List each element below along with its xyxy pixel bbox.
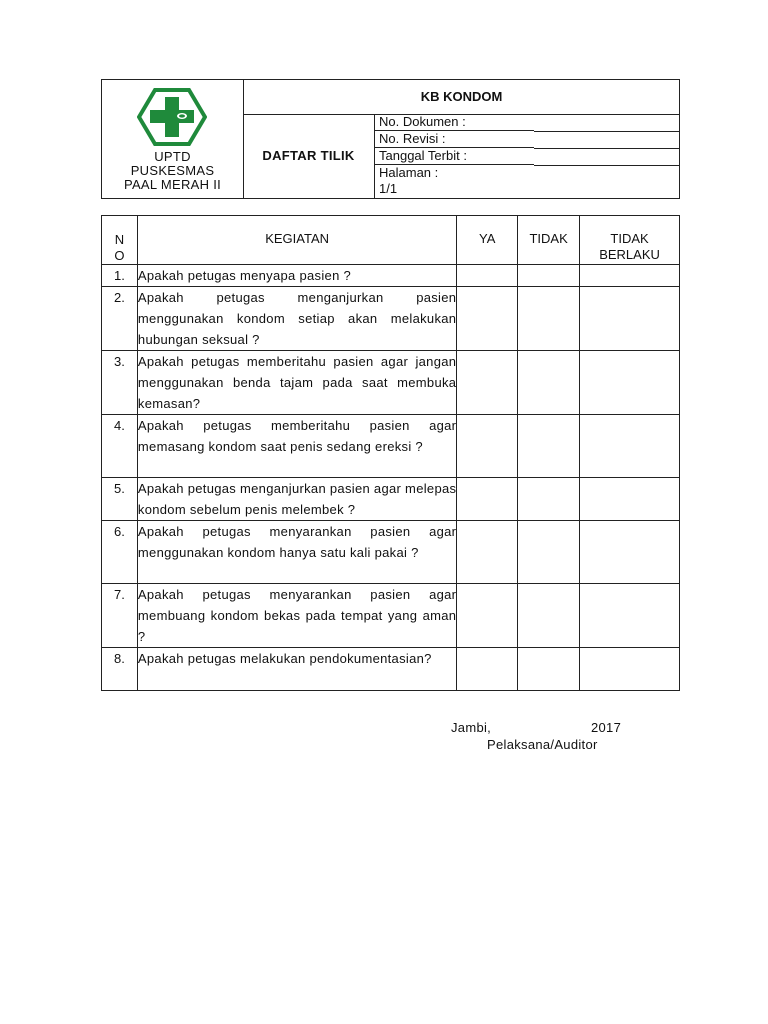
no-checkbox-cell[interactable] <box>518 478 580 521</box>
org-line-3: PAAL MERAH II <box>123 177 222 192</box>
table-header-row <box>102 216 680 265</box>
row-question: Apakah petugas melakukan pendokumentasian? <box>137 648 456 691</box>
no-checkbox-cell[interactable] <box>518 648 580 691</box>
no-checkbox-cell[interactable] <box>518 584 580 648</box>
table-row <box>102 521 680 584</box>
row-question: Apakah petugas memberitahu pasien agar jangan menggunakan benda tajam pada saat membuka kemasan? <box>137 351 456 415</box>
meta-page-label: Halaman : <box>379 165 439 180</box>
table-row <box>102 351 680 415</box>
meta-doc-number: No. Dokumen : <box>374 114 534 131</box>
document-header <box>101 79 680 199</box>
row-number: 8. <box>102 648 138 691</box>
row-number: 3. <box>102 351 138 415</box>
meta-revision: No. Revisi : <box>374 131 534 148</box>
no-checkbox-cell[interactable] <box>518 265 580 287</box>
row-question: Apakah petugas menyarankan pasien agar membuang kondom bekas pada tempat yang aman ? <box>137 584 456 648</box>
header-not-applicable: TIDAK BERLAKU <box>580 216 680 265</box>
document-meta <box>374 114 680 198</box>
document-type: DAFTAR TILIK <box>243 114 375 198</box>
table-row <box>102 265 680 287</box>
row-question: Apakah petugas menyarankan pasien agar menggunakan kondom hanya satu kali pakai ? <box>137 521 456 584</box>
meta-values <box>534 114 680 198</box>
meta-page-value: 1/1 <box>379 181 398 196</box>
organization-name <box>102 150 243 192</box>
na-checkbox-cell[interactable] <box>580 265 680 287</box>
puskesmas-logo-icon <box>137 88 207 146</box>
no-checkbox-cell[interactable] <box>518 351 580 415</box>
row-question: Apakah petugas memberitahu pasien agar memasang kondom saat penis sedang ereksi ? <box>137 415 456 478</box>
yes-checkbox-cell[interactable] <box>457 584 518 648</box>
no-checkbox-cell[interactable] <box>518 287 580 351</box>
row-number: 1. <box>102 265 138 287</box>
header-no: N O <box>102 216 138 265</box>
table-row <box>102 648 680 691</box>
yes-checkbox-cell[interactable] <box>457 265 518 287</box>
no-checkbox-cell[interactable] <box>518 415 580 478</box>
yes-checkbox-cell[interactable] <box>457 648 518 691</box>
yes-checkbox-cell[interactable] <box>457 351 518 415</box>
row-question: Apakah petugas menganjurkan pasien menggunakan kondom setiap akan melakukan hubungan seksual ? <box>137 287 456 351</box>
table-row <box>102 415 680 478</box>
table-row <box>102 478 680 521</box>
row-number: 5. <box>102 478 138 521</box>
signature-place: Jambi, <box>451 720 492 735</box>
org-line-1: UPTD <box>154 149 191 164</box>
na-checkbox-cell[interactable] <box>580 584 680 648</box>
na-checkbox-cell[interactable] <box>580 648 680 691</box>
logo-cell <box>102 80 244 198</box>
row-number: 2. <box>102 287 138 351</box>
org-line-2: PUSKESMAS <box>130 163 215 178</box>
meta-issue-date: Tanggal Terbit : <box>374 148 534 165</box>
row-number: 7. <box>102 584 138 648</box>
row-question: Apakah petugas menganjurkan pasien agar melepas kondom sebelum penis melembek ? <box>137 478 456 521</box>
no-checkbox-cell[interactable] <box>518 521 580 584</box>
na-checkbox-cell[interactable] <box>580 478 680 521</box>
signature-role: Pelaksana/Auditor <box>487 737 598 752</box>
row-number: 4. <box>102 415 138 478</box>
yes-checkbox-cell[interactable] <box>457 415 518 478</box>
na-checkbox-cell[interactable] <box>580 521 680 584</box>
table-row <box>102 584 680 648</box>
yes-checkbox-cell[interactable] <box>457 287 518 351</box>
signature-year: 2017 <box>591 720 622 735</box>
meta-page <box>374 165 534 198</box>
yes-checkbox-cell[interactable] <box>457 478 518 521</box>
document-title: KB KONDOM <box>243 80 680 115</box>
table-row <box>102 287 680 351</box>
header-not: TIDAK <box>518 216 580 265</box>
na-checkbox-cell[interactable] <box>580 415 680 478</box>
yes-checkbox-cell[interactable] <box>457 521 518 584</box>
row-number: 6. <box>102 521 138 584</box>
header-yes: YA <box>457 216 518 265</box>
na-checkbox-cell[interactable] <box>580 351 680 415</box>
na-checkbox-cell[interactable] <box>580 287 680 351</box>
header-activity: KEGIATAN <box>137 216 456 265</box>
row-question: Apakah petugas menyapa pasien ? <box>137 265 456 287</box>
checklist-table <box>101 215 680 691</box>
